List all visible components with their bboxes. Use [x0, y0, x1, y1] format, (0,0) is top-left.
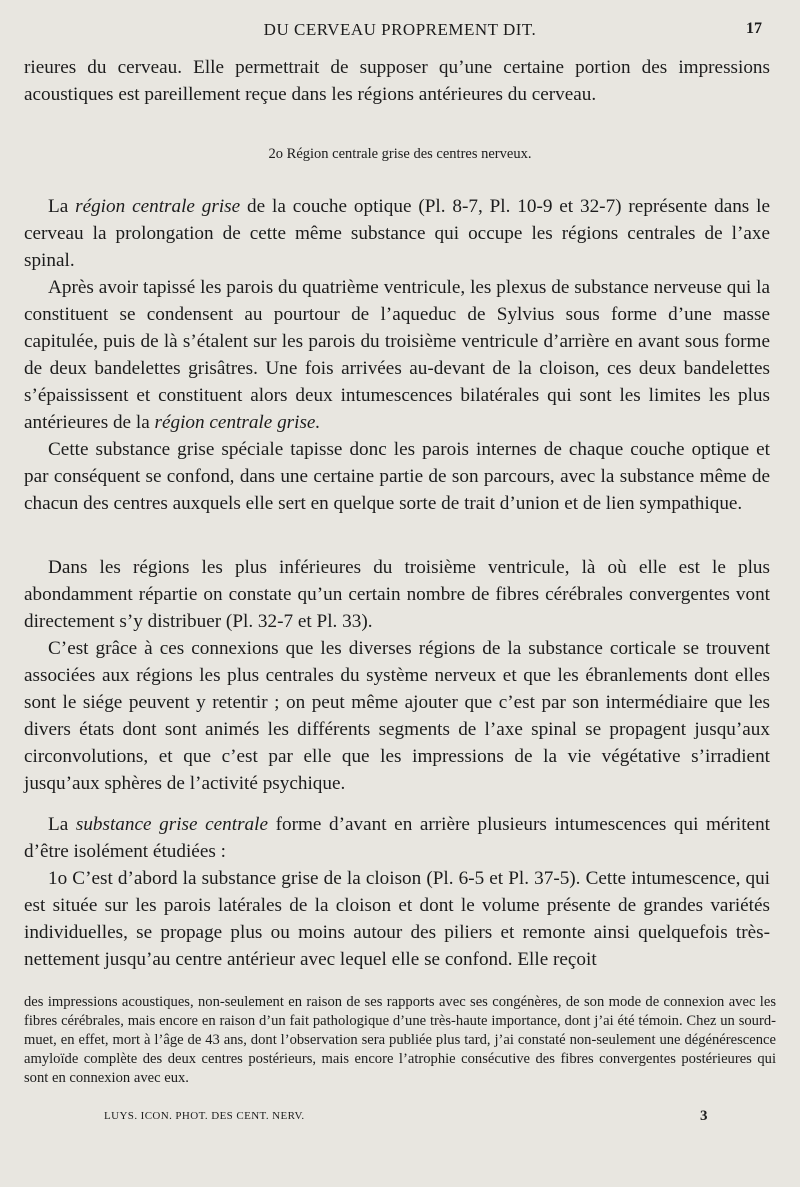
- paragraph-troisieme-ventricule: Dans les régions les plus inférieures du troisième ventricule, là où elle est le plus abondamment répartie on constate qu’un certain nombre de fibres cérébrales convergentes vont directement s’y distribuer (Pl. 32-7 et Pl. 33).: [24, 557, 770, 632]
- footnote-text: des impressions acoustiques, non-seulement en raison de ses rapports avec ses congénères, de son mode de connexion avec les fibres cérébrales, mais encore en raison d’un fait pathologique d’une très-haute importance, dont j’ai été témoin. Chez un sourd-muet, en effet, mort à l’âge de 43 ans, dont l’observation sera publiée plus tard, j’ai constaté non-seulement une dégénérescence amyloïde complète des deux centres postérieurs, mais encore l’atrophie consécutive des fibres convergentes postérieures qui sont en connexion avec eux.: [24, 994, 776, 1086]
- text-run: forme d’avant en arrière plusieurs intumescences qui méritent d’être isolément étudiées :: [24, 814, 770, 862]
- section-block-3: [24, 811, 770, 973]
- paragraph-quatrieme-ventricule: [24, 274, 770, 436]
- italic-term: substance grise centrale: [75, 814, 268, 835]
- signature-mark: 3: [700, 1108, 708, 1124]
- section-heading: 2o Région centrale grise des centres nerveux.: [268, 146, 532, 162]
- italic-term: région centrale grise: [75, 196, 241, 217]
- intro-paragraph-block: [24, 54, 770, 108]
- intro-paragraph: rieures du cerveau. Elle permettrait de supposer qu’une certaine portion des impressions acoustiques est pareillement reçue dans les régions antérieures du cerveau.: [24, 57, 770, 105]
- page-footer: [0, 1108, 800, 1128]
- page-number: 17: [746, 20, 762, 37]
- footnote: [24, 993, 776, 1088]
- running-title: DU CERVEAU PROPREMENT DIT.: [263, 20, 537, 39]
- paragraph-region-centrale: [24, 193, 770, 274]
- section-block-1: [24, 193, 770, 517]
- section-block-2: [24, 554, 770, 797]
- text-run: La: [48, 196, 76, 217]
- text-run: de la couche optique (Pl. 8-7, Pl. 10-9 et 32-7) représente dans le cerveau la prolongation de cette même substance qui occupe les régions centrales de l’axe spinal.: [24, 196, 770, 271]
- running-header: [0, 18, 800, 44]
- paragraph-cloison: 1o C’est d’abord la substance grise de la cloison (Pl. 6-5 et Pl. 37-5). Cette intumescence, qui est située sur les parois latérales de la cloison et dont le volume présente de grandes variétés individuelles, se propage plus ou moins autour des piliers et remonte ainsi quelquefois très-nettement jusqu’au centre antérieur avec lequel elle se confond. Elle reçoit: [24, 868, 770, 970]
- paragraph-substance-grise: Cette substance grise spéciale tapisse donc les parois internes de chaque couche optique et par conséquent se confond, dans une certaine partie de son parcours, avec la substance même de chacun des centres auxquels elle sert en quelque sorte de trait d’union et de lien sympathique.: [24, 439, 770, 514]
- footer-imprint: LUYS. ICON. PHOT. DES CENT. NERV.: [104, 1110, 305, 1122]
- paragraph-connexions: C’est grâce à ces connexions que les diverses régions de la substance corticale se trouvent associées aux régions les plus centrales du système nerveux et que les ébranlements dont elles sont le siége peuvent y retentir ; on peut même ajouter que c’est par son intermédiaire que les divers états dont sont animés les différents segments de l’axe spinal se propagent jusqu’aux circonvolutions, et que c’est par elle que les impressions de la vie végétative s’irradient jusqu’aux sphères de l’activité psychique.: [24, 638, 770, 794]
- text-run: La: [48, 814, 76, 835]
- paragraph-intumescences: [24, 811, 770, 865]
- italic-term: région centrale grise.: [154, 412, 321, 433]
- text-run: Après avoir tapissé les parois du quatrième ventricule, les plexus de substance nerveuse qui la constituent se condensent au pourtour de l’aqueduc de Sylvius sous forme d’une masse capitulée, puis de là s’étalent sur les parois du troisième ventricule d’arrière en avant sous forme de deux bandelettes grisâtres. Une fois arrivées au-devant de la cloison, ces deux bandelettes s’épaississent et constituent alors deux intumescences bilatérales qui sont les limites les plus antérieures de la: [24, 277, 770, 433]
